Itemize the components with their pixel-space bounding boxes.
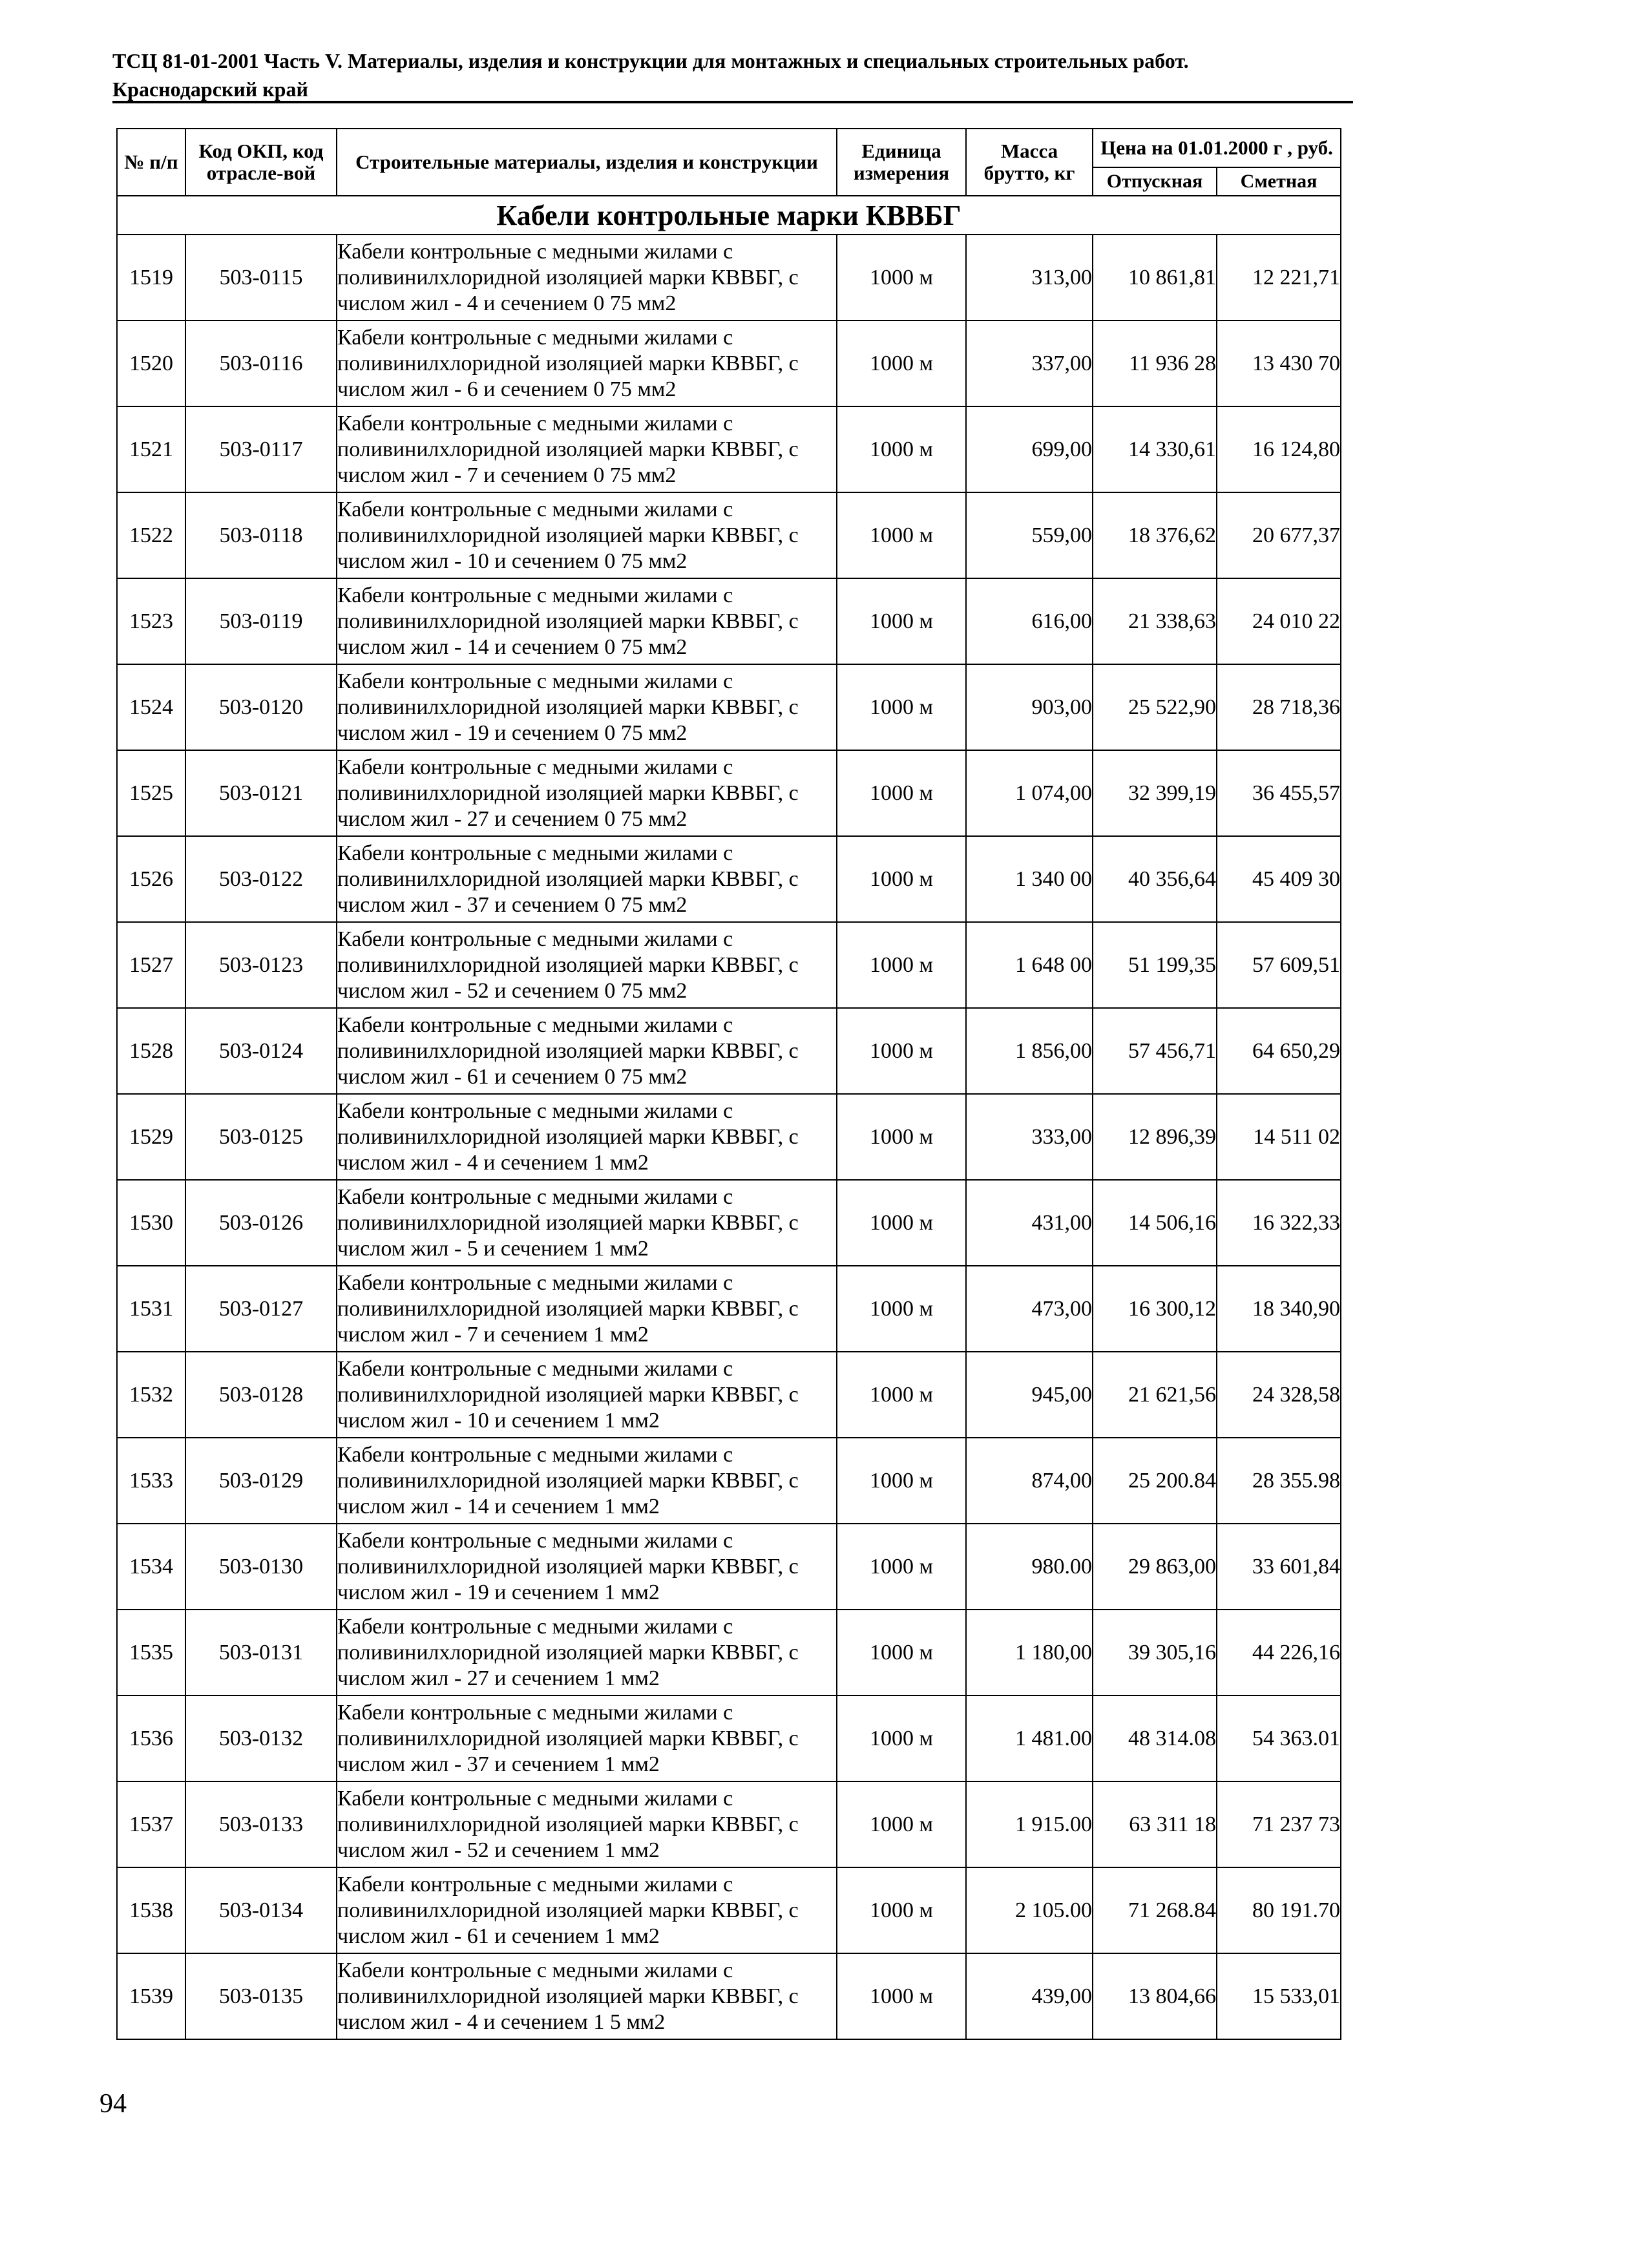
okp-code: 503-0126 — [185, 1180, 337, 1266]
gross-mass: 1 915.00 — [966, 1781, 1093, 1867]
gross-mass: 559,00 — [966, 492, 1093, 578]
row-number: 1525 — [117, 750, 185, 836]
document-title: ТСЦ 81-01-2001 Часть V. Материалы, изделия и конструкции для монтажных и специальных строительных работ. — [112, 49, 1189, 72]
table-row — [117, 1781, 1341, 1867]
gross-mass: 1 340 00 — [966, 836, 1093, 922]
unit-of-measure: 1000 м — [837, 1438, 966, 1524]
unit-of-measure: 1000 м — [837, 1094, 966, 1180]
okp-code: 503-0123 — [185, 922, 337, 1008]
release-price: 13 804,66 — [1093, 1953, 1217, 2039]
estimate-price: 36 455,57 — [1217, 750, 1341, 836]
row-number: 1534 — [117, 1524, 185, 1610]
release-price: 40 356,64 — [1093, 836, 1217, 922]
row-number: 1520 — [117, 320, 185, 406]
release-price: 32 399,19 — [1093, 750, 1217, 836]
okp-code: 503-0118 — [185, 492, 337, 578]
row-number: 1529 — [117, 1094, 185, 1180]
gross-mass: 945,00 — [966, 1352, 1093, 1438]
material-name: Кабели контрольные с медными жилами с поливинилхлоридной изоляцией марки КВВБГ, с числом жил - 27 и сечением 0 75 мм2 — [337, 750, 837, 836]
material-name: Кабели контрольные с медными жилами с поливинилхлоридной изоляцией марки КВВБГ, с числом жил - 61 и сечением 0 75 мм2 — [337, 1008, 837, 1094]
row-number: 1536 — [117, 1696, 185, 1781]
unit-of-measure: 1000 м — [837, 1781, 966, 1867]
release-price: 71 268.84 — [1093, 1867, 1217, 1953]
release-price: 63 311 18 — [1093, 1781, 1217, 1867]
table-row — [117, 1352, 1341, 1438]
okp-code: 503-0128 — [185, 1352, 337, 1438]
gross-mass: 1 648 00 — [966, 922, 1093, 1008]
table-row — [117, 235, 1341, 320]
unit-of-measure: 1000 м — [837, 1008, 966, 1094]
material-name: Кабели контрольные с медными жилами с поливинилхлоридной изоляцией марки КВВБГ, с числом жил - 52 и сечением 0 75 мм2 — [337, 922, 837, 1008]
column-header-num: № п/п — [117, 129, 185, 196]
gross-mass: 473,00 — [966, 1266, 1093, 1352]
gross-mass: 439,00 — [966, 1953, 1093, 2039]
release-price: 10 861,81 — [1093, 235, 1217, 320]
unit-of-measure: 1000 м — [837, 836, 966, 922]
estimate-price: 28 355.98 — [1217, 1438, 1341, 1524]
okp-code: 503-0119 — [185, 578, 337, 664]
gross-mass: 980.00 — [966, 1524, 1093, 1610]
estimate-price: 57 609,51 — [1217, 922, 1341, 1008]
column-header-code: Код ОКП, код отрасле-вой — [185, 129, 337, 196]
unit-of-measure: 1000 м — [837, 1867, 966, 1953]
estimate-price: 24 010 22 — [1217, 578, 1341, 664]
table-row — [117, 1180, 1341, 1266]
material-name: Кабели контрольные с медными жилами с поливинилхлоридной изоляцией марки КВВБГ, с числом жил - 5 и сечением 1 мм2 — [337, 1180, 837, 1266]
table-row — [117, 1438, 1341, 1524]
column-header-name: Строительные материалы, изделия и конструкции — [337, 129, 837, 196]
row-number: 1533 — [117, 1438, 185, 1524]
material-name: Кабели контрольные с медными жилами с поливинилхлоридной изоляцией марки КВВБГ, с числом жил - 7 и сечением 0 75 мм2 — [337, 406, 837, 492]
unit-of-measure: 1000 м — [837, 1953, 966, 2039]
gross-mass: 903,00 — [966, 664, 1093, 750]
unit-of-measure: 1000 м — [837, 1266, 966, 1352]
estimate-price: 33 601,84 — [1217, 1524, 1341, 1610]
gross-mass: 1 180,00 — [966, 1610, 1093, 1696]
release-price: 18 376,62 — [1093, 492, 1217, 578]
material-name: Кабели контрольные с медными жилами с поливинилхлоридной изоляцией марки КВВБГ, с числом жил - 10 и сечением 1 мм2 — [337, 1352, 837, 1438]
gross-mass: 874,00 — [966, 1438, 1093, 1524]
gross-mass: 333,00 — [966, 1094, 1093, 1180]
column-header-price: Цена на 01.01.2000 г , руб. — [1093, 129, 1341, 167]
price-table — [116, 128, 1341, 2040]
release-price: 57 456,71 — [1093, 1008, 1217, 1094]
unit-of-measure: 1000 м — [837, 750, 966, 836]
material-name: Кабели контрольные с медными жилами с поливинилхлоридной изоляцией марки КВВБГ, с числом жил - 37 и сечением 1 мм2 — [337, 1696, 837, 1781]
row-number: 1539 — [117, 1953, 185, 2039]
release-price: 12 896,39 — [1093, 1094, 1217, 1180]
table-row — [117, 1008, 1341, 1094]
header-divider — [112, 101, 1353, 103]
row-number: 1528 — [117, 1008, 185, 1094]
unit-of-measure: 1000 м — [837, 664, 966, 750]
estimate-price: 44 226,16 — [1217, 1610, 1341, 1696]
table-row — [117, 922, 1341, 1008]
material-name: Кабели контрольные с медными жилами с поливинилхлоридной изоляцией марки КВВБГ, с числом жил - 10 и сечением 0 75 мм2 — [337, 492, 837, 578]
estimate-price: 80 191.70 — [1217, 1867, 1341, 1953]
unit-of-measure: 1000 м — [837, 922, 966, 1008]
estimate-price: 14 511 02 — [1217, 1094, 1341, 1180]
okp-code: 503-0135 — [185, 1953, 337, 2039]
okp-code: 503-0116 — [185, 320, 337, 406]
unit-of-measure: 1000 м — [837, 320, 966, 406]
unit-of-measure: 1000 м — [837, 1696, 966, 1781]
material-name: Кабели контрольные с медными жилами с поливинилхлоридной изоляцией марки КВВБГ, с числом жил - 6 и сечением 0 75 мм2 — [337, 320, 837, 406]
release-price: 16 300,12 — [1093, 1266, 1217, 1352]
okp-code: 503-0127 — [185, 1266, 337, 1352]
row-number: 1524 — [117, 664, 185, 750]
material-name: Кабели контрольные с медными жилами с поливинилхлоридной изоляцией марки КВВБГ, с числом жил - 14 и сечением 0 75 мм2 — [337, 578, 837, 664]
page-header — [112, 47, 1353, 103]
row-number: 1532 — [117, 1352, 185, 1438]
okp-code: 503-0133 — [185, 1781, 337, 1867]
material-name: Кабели контрольные с медными жилами с поливинилхлоридной изоляцией марки КВВБГ, с числом жил - 52 и сечением 1 мм2 — [337, 1781, 837, 1867]
okp-code: 503-0125 — [185, 1094, 337, 1180]
row-number: 1537 — [117, 1781, 185, 1867]
row-number: 1531 — [117, 1266, 185, 1352]
material-name: Кабели контрольные с медными жилами с поливинилхлоридной изоляцией марки КВВБГ, с числом жил - 61 и сечением 1 мм2 — [337, 1867, 837, 1953]
release-price: 21 338,63 — [1093, 578, 1217, 664]
okp-code: 503-0132 — [185, 1696, 337, 1781]
table-row — [117, 406, 1341, 492]
okp-code: 503-0129 — [185, 1438, 337, 1524]
estimate-price: 54 363.01 — [1217, 1696, 1341, 1781]
gross-mass: 616,00 — [966, 578, 1093, 664]
row-number: 1538 — [117, 1867, 185, 1953]
column-header-estimate-price: Сметная — [1217, 167, 1341, 196]
row-number: 1519 — [117, 235, 185, 320]
gross-mass: 699,00 — [966, 406, 1093, 492]
row-number: 1521 — [117, 406, 185, 492]
gross-mass: 337,00 — [966, 320, 1093, 406]
estimate-price: 64 650,29 — [1217, 1008, 1341, 1094]
release-price: 29 863,00 — [1093, 1524, 1217, 1610]
okp-code: 503-0124 — [185, 1008, 337, 1094]
unit-of-measure: 1000 м — [837, 578, 966, 664]
table-row — [117, 578, 1341, 664]
table-header-row — [117, 129, 1341, 167]
okp-code: 503-0130 — [185, 1524, 337, 1610]
row-number: 1526 — [117, 836, 185, 922]
table-row — [117, 1953, 1341, 2039]
estimate-price: 13 430 70 — [1217, 320, 1341, 406]
material-name: Кабели контрольные с медными жилами с поливинилхлоридной изоляцией марки КВВБГ, с числом жил - 19 и сечением 0 75 мм2 — [337, 664, 837, 750]
table-row — [117, 492, 1341, 578]
release-price: 14 506,16 — [1093, 1180, 1217, 1266]
row-number: 1535 — [117, 1610, 185, 1696]
estimate-price: 45 409 30 — [1217, 836, 1341, 922]
section-row — [117, 196, 1341, 235]
okp-code: 503-0134 — [185, 1867, 337, 1953]
table-row — [117, 664, 1341, 750]
material-name: Кабели контрольные с медными жилами с поливинилхлоридной изоляцией марки КВВБГ, с числом жил - 27 и сечением 1 мм2 — [337, 1610, 837, 1696]
column-header-release-price: Отпускная — [1093, 167, 1217, 196]
okp-code: 503-0117 — [185, 406, 337, 492]
material-name: Кабели контрольные с медными жилами с поливинилхлоридной изоляцией марки КВВБГ, с числом жил - 7 и сечением 1 мм2 — [337, 1266, 837, 1352]
estimate-price: 28 718,36 — [1217, 664, 1341, 750]
gross-mass: 1 074,00 — [966, 750, 1093, 836]
table-row — [117, 750, 1341, 836]
table-row — [117, 1266, 1341, 1352]
gross-mass: 431,00 — [966, 1180, 1093, 1266]
row-number: 1530 — [117, 1180, 185, 1266]
material-name: Кабели контрольные с медными жилами с поливинилхлоридной изоляцией марки КВВБГ, с числом жил - 19 и сечением 1 мм2 — [337, 1524, 837, 1610]
table-row — [117, 320, 1341, 406]
table-row — [117, 1094, 1341, 1180]
estimate-price: 20 677,37 — [1217, 492, 1341, 578]
okp-code: 503-0120 — [185, 664, 337, 750]
unit-of-measure: 1000 м — [837, 406, 966, 492]
table-row — [117, 1524, 1341, 1610]
release-price: 25 522,90 — [1093, 664, 1217, 750]
estimate-price: 16 322,33 — [1217, 1180, 1341, 1266]
estimate-price: 16 124,80 — [1217, 406, 1341, 492]
okp-code: 503-0131 — [185, 1610, 337, 1696]
release-price: 25 200.84 — [1093, 1438, 1217, 1524]
gross-mass: 2 105.00 — [966, 1867, 1093, 1953]
region-title: Краснодарский край — [112, 78, 308, 101]
release-price: 48 314.08 — [1093, 1696, 1217, 1781]
okp-code: 503-0115 — [185, 235, 337, 320]
table-row — [117, 1610, 1341, 1696]
okp-code: 503-0121 — [185, 750, 337, 836]
row-number: 1523 — [117, 578, 185, 664]
unit-of-measure: 1000 м — [837, 1524, 966, 1610]
section-title: Кабели контрольные марки КВВБГ — [117, 196, 1341, 235]
material-name: Кабели контрольные с медными жилами с поливинилхлоридной изоляцией марки КВВБГ, с числом жил - 4 и сечением 1 5 мм2 — [337, 1953, 837, 2039]
unit-of-measure: 1000 м — [837, 235, 966, 320]
release-price: 11 936 28 — [1093, 320, 1217, 406]
estimate-price: 18 340,90 — [1217, 1266, 1341, 1352]
release-price: 21 621,56 — [1093, 1352, 1217, 1438]
estimate-price: 12 221,71 — [1217, 235, 1341, 320]
unit-of-measure: 1000 м — [837, 492, 966, 578]
material-name: Кабели контрольные с медными жилами с поливинилхлоридной изоляцией марки КВВБГ, с числом жил - 37 и сечением 0 75 мм2 — [337, 836, 837, 922]
gross-mass: 1 481.00 — [966, 1696, 1093, 1781]
unit-of-measure: 1000 м — [837, 1352, 966, 1438]
gross-mass: 313,00 — [966, 235, 1093, 320]
row-number: 1527 — [117, 922, 185, 1008]
material-name: Кабели контрольные с медными жилами с поливинилхлоридной изоляцией марки КВВБГ, с числом жил - 14 и сечением 1 мм2 — [337, 1438, 837, 1524]
release-price: 51 199,35 — [1093, 922, 1217, 1008]
material-name: Кабели контрольные с медными жилами с поливинилхлоридной изоляцией марки КВВБГ, с числом жил - 4 и сечением 0 75 мм2 — [337, 235, 837, 320]
table-row — [117, 836, 1341, 922]
column-header-unit: Единица измерения — [837, 129, 966, 196]
row-number: 1522 — [117, 492, 185, 578]
estimate-price: 24 328,58 — [1217, 1352, 1341, 1438]
okp-code: 503-0122 — [185, 836, 337, 922]
unit-of-measure: 1000 м — [837, 1180, 966, 1266]
estimate-price: 15 533,01 — [1217, 1953, 1341, 2039]
release-price: 14 330,61 — [1093, 406, 1217, 492]
release-price: 39 305,16 — [1093, 1610, 1217, 1696]
unit-of-measure: 1000 м — [837, 1610, 966, 1696]
table-row — [117, 1867, 1341, 1953]
estimate-price: 71 237 73 — [1217, 1781, 1341, 1867]
table-row — [117, 1696, 1341, 1781]
page-number: 94 — [100, 2089, 127, 2119]
gross-mass: 1 856,00 — [966, 1008, 1093, 1094]
column-header-mass: Масса брутто, кг — [966, 129, 1093, 196]
material-name: Кабели контрольные с медными жилами с поливинилхлоридной изоляцией марки КВВБГ, с числом жил - 4 и сечением 1 мм2 — [337, 1094, 837, 1180]
